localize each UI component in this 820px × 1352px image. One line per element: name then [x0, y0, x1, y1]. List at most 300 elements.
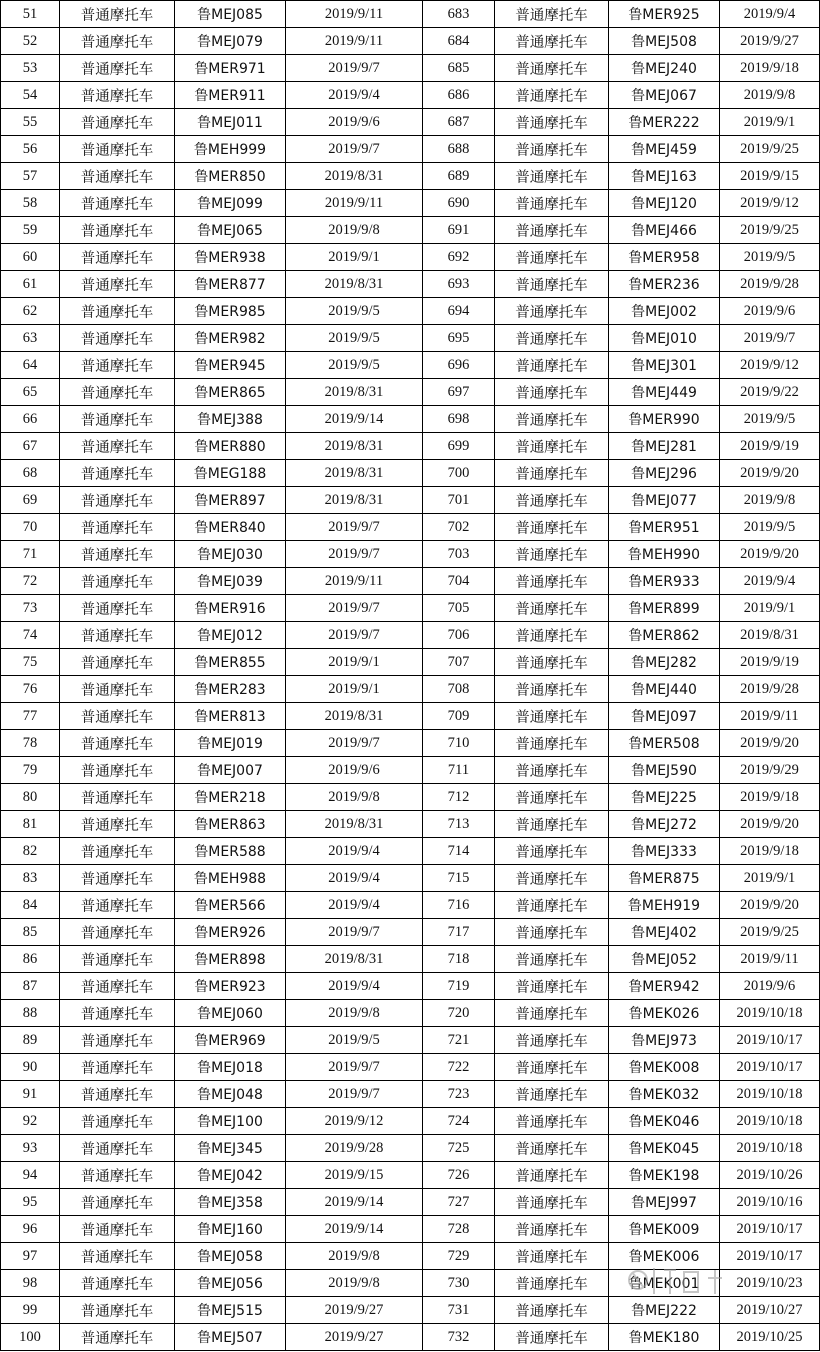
right-registration-date-cell: 2019/10/17 — [720, 1027, 820, 1054]
right-plate-number-cell: 鲁MER875 — [609, 865, 720, 892]
table-row — [1, 919, 820, 946]
right-registration-date-cell: 2019/10/16 — [720, 1189, 820, 1216]
right-vehicle-type-cell: 普通摩托车 — [495, 217, 609, 244]
left-row-number-cell: 70 — [1, 514, 60, 541]
right-row-number-cell: 708 — [423, 676, 495, 703]
left-registration-date-cell: 2019/9/5 — [286, 1027, 423, 1054]
right-row-number-cell: 688 — [423, 136, 495, 163]
left-row-number-cell: 86 — [1, 946, 60, 973]
left-vehicle-type-cell: 普通摩托车 — [60, 1216, 175, 1243]
right-vehicle-type-cell: 普通摩托车 — [495, 28, 609, 55]
left-registration-date-cell: 2019/8/31 — [286, 946, 423, 973]
right-vehicle-type-cell: 普通摩托车 — [495, 568, 609, 595]
table-row — [1, 703, 820, 730]
left-registration-date-cell: 2019/9/8 — [286, 1270, 423, 1297]
right-row-number-cell: 721 — [423, 1027, 495, 1054]
left-vehicle-type-cell: 普通摩托车 — [60, 1297, 175, 1324]
right-vehicle-type-cell: 普通摩托车 — [495, 1, 609, 28]
table-row — [1, 1054, 820, 1081]
left-vehicle-type-cell: 普通摩托车 — [60, 919, 175, 946]
right-plate-number-cell: 鲁MEK026 — [609, 1000, 720, 1027]
right-registration-date-cell: 2019/9/20 — [720, 811, 820, 838]
right-row-number-cell: 730 — [423, 1270, 495, 1297]
right-registration-date-cell: 2019/9/18 — [720, 838, 820, 865]
table-row — [1, 973, 820, 1000]
left-row-number-cell: 74 — [1, 622, 60, 649]
left-registration-date-cell: 2019/9/4 — [286, 892, 423, 919]
left-plate-number-cell: 鲁MER877 — [175, 271, 286, 298]
left-row-number-cell: 98 — [1, 1270, 60, 1297]
right-plate-number-cell: 鲁MER958 — [609, 244, 720, 271]
left-plate-number-cell: 鲁MER982 — [175, 325, 286, 352]
right-vehicle-type-cell: 普通摩托车 — [495, 1135, 609, 1162]
right-registration-date-cell: 2019/9/22 — [720, 379, 820, 406]
left-row-number-cell: 72 — [1, 568, 60, 595]
left-registration-date-cell: 2019/8/31 — [286, 487, 423, 514]
table-row — [1, 1108, 820, 1135]
left-plate-number-cell: 鲁MEJ056 — [175, 1270, 286, 1297]
right-plate-number-cell: 鲁MEJ225 — [609, 784, 720, 811]
left-row-number-cell: 100 — [1, 1324, 60, 1351]
left-registration-date-cell: 2019/9/4 — [286, 82, 423, 109]
table-row — [1, 244, 820, 271]
left-row-number-cell: 77 — [1, 703, 60, 730]
right-plate-number-cell: 鲁MEJ052 — [609, 946, 720, 973]
left-plate-number-cell: 鲁MEJ007 — [175, 757, 286, 784]
right-registration-date-cell: 2019/9/11 — [720, 946, 820, 973]
left-plate-number-cell: 鲁MER985 — [175, 298, 286, 325]
right-registration-date-cell: 2019/9/1 — [720, 109, 820, 136]
right-plate-number-cell: 鲁MEK001 — [609, 1270, 720, 1297]
left-registration-date-cell: 2019/8/31 — [286, 163, 423, 190]
table-row — [1, 811, 820, 838]
right-registration-date-cell: 2019/9/6 — [720, 973, 820, 1000]
right-vehicle-type-cell: 普通摩托车 — [495, 1297, 609, 1324]
right-vehicle-type-cell: 普通摩托车 — [495, 1162, 609, 1189]
right-plate-number-cell: 鲁MEK046 — [609, 1108, 720, 1135]
table-row — [1, 1297, 820, 1324]
left-vehicle-type-cell: 普通摩托车 — [60, 757, 175, 784]
left-plate-number-cell: 鲁MEJ048 — [175, 1081, 286, 1108]
right-vehicle-type-cell: 普通摩托车 — [495, 676, 609, 703]
left-registration-date-cell: 2019/8/31 — [286, 379, 423, 406]
right-plate-number-cell: 鲁MER951 — [609, 514, 720, 541]
right-registration-date-cell: 2019/9/29 — [720, 757, 820, 784]
right-plate-number-cell: 鲁MEJ997 — [609, 1189, 720, 1216]
left-registration-date-cell: 2019/9/14 — [286, 406, 423, 433]
left-vehicle-type-cell: 普通摩托车 — [60, 487, 175, 514]
left-registration-date-cell: 2019/9/5 — [286, 352, 423, 379]
table-row — [1, 217, 820, 244]
table-row — [1, 487, 820, 514]
left-registration-date-cell: 2019/9/7 — [286, 55, 423, 82]
right-row-number-cell: 711 — [423, 757, 495, 784]
right-plate-number-cell: 鲁MEJ296 — [609, 460, 720, 487]
left-plate-number-cell: 鲁MEH999 — [175, 136, 286, 163]
right-vehicle-type-cell: 普通摩托车 — [495, 946, 609, 973]
left-vehicle-type-cell: 普通摩托车 — [60, 514, 175, 541]
right-row-number-cell: 729 — [423, 1243, 495, 1270]
right-row-number-cell: 686 — [423, 82, 495, 109]
table-row — [1, 1081, 820, 1108]
left-registration-date-cell: 2019/9/8 — [286, 1243, 423, 1270]
right-plate-number-cell: 鲁MEJ077 — [609, 487, 720, 514]
left-vehicle-type-cell: 普通摩托车 — [60, 892, 175, 919]
left-registration-date-cell: 2019/8/31 — [286, 433, 423, 460]
right-registration-date-cell: 2019/9/20 — [720, 892, 820, 919]
right-plate-number-cell: 鲁MEK180 — [609, 1324, 720, 1351]
right-row-number-cell: 725 — [423, 1135, 495, 1162]
right-vehicle-type-cell: 普通摩托车 — [495, 1243, 609, 1270]
right-registration-date-cell: 2019/9/4 — [720, 568, 820, 595]
left-vehicle-type-cell: 普通摩托车 — [60, 271, 175, 298]
left-plate-number-cell: 鲁MEJ011 — [175, 109, 286, 136]
left-plate-number-cell: 鲁MER588 — [175, 838, 286, 865]
left-plate-number-cell: 鲁MEJ039 — [175, 568, 286, 595]
left-row-number-cell: 88 — [1, 1000, 60, 1027]
right-registration-date-cell: 2019/10/17 — [720, 1243, 820, 1270]
left-registration-date-cell: 2019/9/8 — [286, 784, 423, 811]
left-plate-number-cell: 鲁MEJ388 — [175, 406, 286, 433]
left-row-number-cell: 94 — [1, 1162, 60, 1189]
right-registration-date-cell: 2019/10/17 — [720, 1054, 820, 1081]
right-vehicle-type-cell: 普通摩托车 — [495, 919, 609, 946]
left-plate-number-cell: 鲁MEJ100 — [175, 1108, 286, 1135]
left-vehicle-type-cell: 普通摩托车 — [60, 379, 175, 406]
right-registration-date-cell: 2019/9/20 — [720, 460, 820, 487]
left-vehicle-type-cell: 普通摩托车 — [60, 163, 175, 190]
left-registration-date-cell: 2019/9/5 — [286, 298, 423, 325]
right-plate-number-cell: 鲁MER942 — [609, 973, 720, 1000]
right-plate-number-cell: 鲁MEK009 — [609, 1216, 720, 1243]
left-row-number-cell: 68 — [1, 460, 60, 487]
left-vehicle-type-cell: 普通摩托车 — [60, 82, 175, 109]
table-row — [1, 406, 820, 433]
right-registration-date-cell: 2019/10/25 — [720, 1324, 820, 1351]
left-vehicle-type-cell: 普通摩托车 — [60, 325, 175, 352]
left-registration-date-cell: 2019/9/6 — [286, 757, 423, 784]
right-plate-number-cell: 鲁MEJ449 — [609, 379, 720, 406]
right-vehicle-type-cell: 普通摩托车 — [495, 433, 609, 460]
left-row-number-cell: 58 — [1, 190, 60, 217]
table-row — [1, 541, 820, 568]
table-row — [1, 622, 820, 649]
left-plate-number-cell: 鲁MER218 — [175, 784, 286, 811]
left-vehicle-type-cell: 普通摩托车 — [60, 946, 175, 973]
right-row-number-cell: 716 — [423, 892, 495, 919]
left-plate-number-cell: 鲁MER916 — [175, 595, 286, 622]
left-vehicle-type-cell: 普通摩托车 — [60, 622, 175, 649]
right-registration-date-cell: 2019/10/26 — [720, 1162, 820, 1189]
right-plate-number-cell: 鲁MEK008 — [609, 1054, 720, 1081]
right-plate-number-cell: 鲁MEJ466 — [609, 217, 720, 244]
right-row-number-cell: 707 — [423, 649, 495, 676]
right-plate-number-cell: 鲁MEJ002 — [609, 298, 720, 325]
right-registration-date-cell: 2019/10/23 — [720, 1270, 820, 1297]
table-row — [1, 649, 820, 676]
left-plate-number-cell: 鲁MER840 — [175, 514, 286, 541]
left-plate-number-cell: 鲁MEJ018 — [175, 1054, 286, 1081]
left-vehicle-type-cell: 普通摩托车 — [60, 1, 175, 28]
left-row-number-cell: 66 — [1, 406, 60, 433]
right-plate-number-cell: 鲁MER862 — [609, 622, 720, 649]
left-row-number-cell: 83 — [1, 865, 60, 892]
right-registration-date-cell: 2019/9/12 — [720, 190, 820, 217]
right-row-number-cell: 719 — [423, 973, 495, 1000]
left-vehicle-type-cell: 普通摩托车 — [60, 568, 175, 595]
right-vehicle-type-cell: 普通摩托车 — [495, 1081, 609, 1108]
right-plate-number-cell: 鲁MEJ163 — [609, 163, 720, 190]
right-vehicle-type-cell: 普通摩托车 — [495, 1324, 609, 1351]
left-plate-number-cell: 鲁MEJ065 — [175, 217, 286, 244]
left-vehicle-type-cell: 普通摩托车 — [60, 811, 175, 838]
left-row-number-cell: 78 — [1, 730, 60, 757]
right-vehicle-type-cell: 普通摩托车 — [495, 973, 609, 1000]
right-row-number-cell: 732 — [423, 1324, 495, 1351]
left-plate-number-cell: 鲁MEJ515 — [175, 1297, 286, 1324]
left-registration-date-cell: 2019/9/12 — [286, 1108, 423, 1135]
left-plate-number-cell: 鲁MER813 — [175, 703, 286, 730]
left-row-number-cell: 67 — [1, 433, 60, 460]
left-row-number-cell: 80 — [1, 784, 60, 811]
left-row-number-cell: 61 — [1, 271, 60, 298]
right-row-number-cell: 683 — [423, 1, 495, 28]
right-row-number-cell: 701 — [423, 487, 495, 514]
left-registration-date-cell: 2019/9/11 — [286, 1, 423, 28]
right-registration-date-cell: 2019/9/18 — [720, 784, 820, 811]
right-plate-number-cell: 鲁MEJ281 — [609, 433, 720, 460]
right-row-number-cell: 731 — [423, 1297, 495, 1324]
left-vehicle-type-cell: 普通摩托车 — [60, 406, 175, 433]
right-row-number-cell: 705 — [423, 595, 495, 622]
left-row-number-cell: 82 — [1, 838, 60, 865]
right-registration-date-cell: 2019/9/5 — [720, 244, 820, 271]
left-registration-date-cell: 2019/9/14 — [286, 1189, 423, 1216]
left-row-number-cell: 56 — [1, 136, 60, 163]
right-row-number-cell: 691 — [423, 217, 495, 244]
left-registration-date-cell: 2019/9/11 — [286, 28, 423, 55]
left-registration-date-cell: 2019/9/4 — [286, 865, 423, 892]
table-row — [1, 757, 820, 784]
right-plate-number-cell: 鲁MEJ440 — [609, 676, 720, 703]
table-row — [1, 514, 820, 541]
right-vehicle-type-cell: 普通摩托车 — [495, 298, 609, 325]
right-registration-date-cell: 2019/10/18 — [720, 1108, 820, 1135]
right-vehicle-type-cell: 普通摩托车 — [495, 784, 609, 811]
right-row-number-cell: 704 — [423, 568, 495, 595]
left-registration-date-cell: 2019/9/7 — [286, 595, 423, 622]
right-vehicle-type-cell: 普通摩托车 — [495, 541, 609, 568]
left-plate-number-cell: 鲁MER863 — [175, 811, 286, 838]
right-vehicle-type-cell: 普通摩托车 — [495, 406, 609, 433]
right-row-number-cell: 703 — [423, 541, 495, 568]
left-row-number-cell: 95 — [1, 1189, 60, 1216]
right-vehicle-type-cell: 普通摩托车 — [495, 730, 609, 757]
left-plate-number-cell: 鲁MEJ099 — [175, 190, 286, 217]
right-row-number-cell: 724 — [423, 1108, 495, 1135]
left-plate-number-cell: 鲁MER969 — [175, 1027, 286, 1054]
left-plate-number-cell: 鲁MEJ058 — [175, 1243, 286, 1270]
right-registration-date-cell: 2019/9/11 — [720, 703, 820, 730]
left-registration-date-cell: 2019/9/4 — [286, 838, 423, 865]
right-registration-date-cell: 2019/10/18 — [720, 1135, 820, 1162]
left-vehicle-type-cell: 普通摩托车 — [60, 460, 175, 487]
right-row-number-cell: 695 — [423, 325, 495, 352]
right-row-number-cell: 699 — [423, 433, 495, 460]
right-row-number-cell: 687 — [423, 109, 495, 136]
table-row — [1, 838, 820, 865]
left-row-number-cell: 55 — [1, 109, 60, 136]
left-row-number-cell: 54 — [1, 82, 60, 109]
table-row — [1, 1270, 820, 1297]
table-row — [1, 1, 820, 28]
right-vehicle-type-cell: 普通摩托车 — [495, 1108, 609, 1135]
left-vehicle-type-cell: 普通摩托车 — [60, 190, 175, 217]
left-registration-date-cell: 2019/9/7 — [286, 919, 423, 946]
right-vehicle-type-cell: 普通摩托车 — [495, 892, 609, 919]
left-plate-number-cell: 鲁MER898 — [175, 946, 286, 973]
left-vehicle-type-cell: 普通摩托车 — [60, 1189, 175, 1216]
right-registration-date-cell: 2019/9/8 — [720, 82, 820, 109]
left-plate-number-cell: 鲁MEJ042 — [175, 1162, 286, 1189]
left-vehicle-type-cell: 普通摩托车 — [60, 703, 175, 730]
left-vehicle-type-cell: 普通摩托车 — [60, 838, 175, 865]
left-row-number-cell: 63 — [1, 325, 60, 352]
right-plate-number-cell: 鲁MER925 — [609, 1, 720, 28]
left-row-number-cell: 79 — [1, 757, 60, 784]
right-row-number-cell: 722 — [423, 1054, 495, 1081]
left-registration-date-cell: 2019/9/11 — [286, 568, 423, 595]
left-registration-date-cell: 2019/9/7 — [286, 622, 423, 649]
left-plate-number-cell: 鲁MER855 — [175, 649, 286, 676]
right-row-number-cell: 723 — [423, 1081, 495, 1108]
right-vehicle-type-cell: 普通摩托车 — [495, 460, 609, 487]
table-row — [1, 136, 820, 163]
right-plate-number-cell: 鲁MEK045 — [609, 1135, 720, 1162]
left-plate-number-cell: 鲁MER880 — [175, 433, 286, 460]
table-row — [1, 1135, 820, 1162]
left-registration-date-cell: 2019/9/4 — [286, 973, 423, 1000]
left-plate-number-cell: 鲁MER865 — [175, 379, 286, 406]
left-row-number-cell: 87 — [1, 973, 60, 1000]
left-row-number-cell: 69 — [1, 487, 60, 514]
left-registration-date-cell: 2019/9/11 — [286, 190, 423, 217]
left-plate-number-cell: 鲁MEJ030 — [175, 541, 286, 568]
right-vehicle-type-cell: 普通摩托车 — [495, 703, 609, 730]
left-vehicle-type-cell: 普通摩托车 — [60, 595, 175, 622]
right-vehicle-type-cell: 普通摩托车 — [495, 811, 609, 838]
right-registration-date-cell: 2019/9/1 — [720, 595, 820, 622]
right-vehicle-type-cell: 普通摩托车 — [495, 487, 609, 514]
left-row-number-cell: 96 — [1, 1216, 60, 1243]
right-registration-date-cell: 2019/9/15 — [720, 163, 820, 190]
right-plate-number-cell: 鲁MEJ301 — [609, 352, 720, 379]
right-plate-number-cell: 鲁MEJ973 — [609, 1027, 720, 1054]
table-row — [1, 109, 820, 136]
left-row-number-cell: 84 — [1, 892, 60, 919]
right-plate-number-cell: 鲁MER899 — [609, 595, 720, 622]
right-vehicle-type-cell: 普通摩托车 — [495, 865, 609, 892]
left-vehicle-type-cell: 普通摩托车 — [60, 1270, 175, 1297]
right-plate-number-cell: 鲁MEJ590 — [609, 757, 720, 784]
right-registration-date-cell: 2019/9/5 — [720, 406, 820, 433]
right-row-number-cell: 700 — [423, 460, 495, 487]
table-body — [1, 1, 820, 1351]
right-registration-date-cell: 2019/10/18 — [720, 1081, 820, 1108]
right-vehicle-type-cell: 普通摩托车 — [495, 379, 609, 406]
left-vehicle-type-cell: 普通摩托车 — [60, 1135, 175, 1162]
right-plate-number-cell: 鲁MEK032 — [609, 1081, 720, 1108]
right-vehicle-type-cell: 普通摩托车 — [495, 244, 609, 271]
right-registration-date-cell: 2019/9/25 — [720, 136, 820, 163]
right-registration-date-cell: 2019/10/17 — [720, 1216, 820, 1243]
right-vehicle-type-cell: 普通摩托车 — [495, 82, 609, 109]
right-row-number-cell: 727 — [423, 1189, 495, 1216]
left-plate-number-cell: 鲁MEJ345 — [175, 1135, 286, 1162]
right-registration-date-cell: 2019/9/25 — [720, 919, 820, 946]
right-plate-number-cell: 鲁MER933 — [609, 568, 720, 595]
table-row — [1, 1324, 820, 1351]
left-registration-date-cell: 2019/9/1 — [286, 244, 423, 271]
table-row — [1, 460, 820, 487]
left-vehicle-type-cell: 普通摩托车 — [60, 1054, 175, 1081]
left-row-number-cell: 85 — [1, 919, 60, 946]
table-row — [1, 163, 820, 190]
right-registration-date-cell: 2019/8/31 — [720, 622, 820, 649]
right-vehicle-type-cell: 普通摩托车 — [495, 1189, 609, 1216]
right-plate-number-cell: 鲁MEJ272 — [609, 811, 720, 838]
left-vehicle-type-cell: 普通摩托车 — [60, 1324, 175, 1351]
right-row-number-cell: 697 — [423, 379, 495, 406]
left-vehicle-type-cell: 普通摩托车 — [60, 865, 175, 892]
right-row-number-cell: 715 — [423, 865, 495, 892]
table-row — [1, 1162, 820, 1189]
right-registration-date-cell: 2019/9/12 — [720, 352, 820, 379]
left-row-number-cell: 91 — [1, 1081, 60, 1108]
left-plate-number-cell: 鲁MER926 — [175, 919, 286, 946]
table-row — [1, 298, 820, 325]
left-vehicle-type-cell: 普通摩托车 — [60, 730, 175, 757]
right-registration-date-cell: 2019/9/27 — [720, 28, 820, 55]
right-vehicle-type-cell: 普通摩托车 — [495, 136, 609, 163]
left-registration-date-cell: 2019/9/8 — [286, 1000, 423, 1027]
left-vehicle-type-cell: 普通摩托车 — [60, 109, 175, 136]
left-plate-number-cell: 鲁MEH988 — [175, 865, 286, 892]
right-plate-number-cell: 鲁MEJ508 — [609, 28, 720, 55]
left-row-number-cell: 81 — [1, 811, 60, 838]
table-row — [1, 676, 820, 703]
right-vehicle-type-cell: 普通摩托车 — [495, 514, 609, 541]
right-registration-date-cell: 2019/9/25 — [720, 217, 820, 244]
left-registration-date-cell: 2019/9/7 — [286, 136, 423, 163]
left-vehicle-type-cell: 普通摩托车 — [60, 1081, 175, 1108]
left-plate-number-cell: 鲁MER911 — [175, 82, 286, 109]
right-registration-date-cell: 2019/9/18 — [720, 55, 820, 82]
right-vehicle-type-cell: 普通摩托车 — [495, 352, 609, 379]
table-row — [1, 190, 820, 217]
right-plate-number-cell: 鲁MEH990 — [609, 541, 720, 568]
left-row-number-cell: 60 — [1, 244, 60, 271]
left-plate-number-cell: 鲁MER566 — [175, 892, 286, 919]
left-row-number-cell: 90 — [1, 1054, 60, 1081]
right-vehicle-type-cell: 普通摩托车 — [495, 595, 609, 622]
left-plate-number-cell: 鲁MER923 — [175, 973, 286, 1000]
right-plate-number-cell: 鲁MEK198 — [609, 1162, 720, 1189]
right-vehicle-type-cell: 普通摩托车 — [495, 271, 609, 298]
left-plate-number-cell: 鲁MEJ019 — [175, 730, 286, 757]
right-row-number-cell: 693 — [423, 271, 495, 298]
left-registration-date-cell: 2019/9/1 — [286, 649, 423, 676]
